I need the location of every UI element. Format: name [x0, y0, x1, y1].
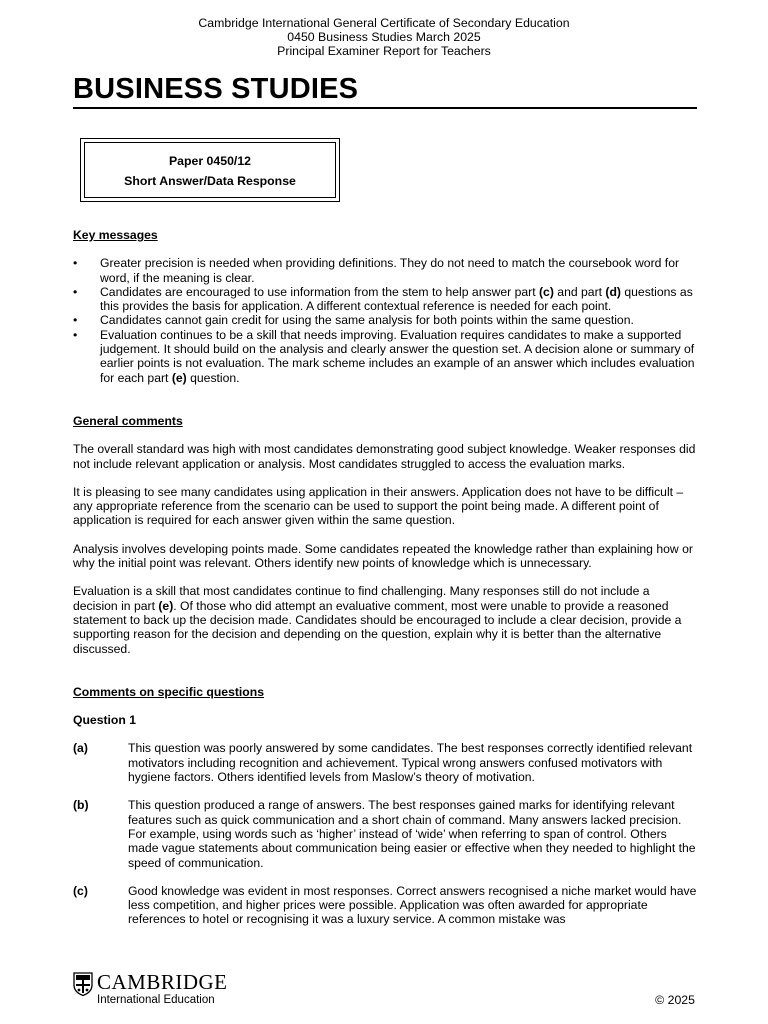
key-messages-list [73, 256, 697, 385]
question-part [73, 884, 697, 927]
title-divider [73, 107, 697, 109]
specific-comments-heading: Comments on specific questions [73, 684, 264, 699]
report-content [73, 228, 697, 927]
part-ref: (d) [605, 284, 621, 299]
list-item [73, 313, 697, 327]
header-line-2: 0450 Business Studies March 2025 [287, 30, 481, 44]
bullet-icon: • [73, 327, 78, 342]
paper-type: Short Answer/Data Response [124, 174, 296, 188]
general-comments-heading: General comments [73, 413, 183, 428]
question-part [73, 741, 697, 784]
bullet-text: Candidates cannot gain credit for using the same analysis for both points within the same question. [100, 313, 634, 328]
question-part-text: This question produced a range of answers. The best responses gained marks for identifying relevant features such as quick communication and a short chain of command. Many answers lacked precision. For example, using words such as ‘higher’ instead of ‘wide’ when referring to span of control. Others made vague statements about communication being easier or effective when they needed to highlight the speed of communication. [128, 798, 696, 870]
question-part [73, 798, 697, 869]
cambridge-logo [73, 972, 233, 1008]
bullet-text: questions as this provides the basis for application. A different contextual reference is needed for each point. [100, 284, 693, 314]
bullet-text: Evaluation continues to be a skill that needs improving. Evaluation requires candidates to make a supported judgement. It should build on the analysis and clearly answer the question set. A decision alone or summary of earlier points is not evaluation. The mark scheme includes an example of an answer which includes evaluation for each part [100, 327, 695, 385]
paper-number: Paper 0450/12 [168, 154, 252, 168]
general-paragraph-4 [73, 584, 697, 655]
list-item [73, 256, 697, 285]
bullet-icon: • [73, 284, 78, 299]
general-paragraph-3: Analysis involves developing points made. Some candidates repeated the knowledge rather than explaining how or why the initial point was relevant. Others identify new points of knowledge which is unnecessary. [73, 541, 693, 571]
general-paragraph-1: The overall standard was high with most candidates demonstrating good subject knowledge. Weaker responses did not include relevant application or analysis. Most candidates struggled to access the evaluation marks. [73, 442, 696, 471]
list-item [73, 285, 697, 314]
part-ref: (c) [539, 284, 554, 299]
question-part-label: (c) [73, 883, 88, 898]
logo-brand-text: CAMBRIDGE [97, 970, 228, 994]
bullet-icon: • [73, 256, 78, 271]
part-ref: (e) [158, 598, 174, 613]
document-header [0, 16, 768, 58]
question-part-text: Good knowledge was evident in most responses. Correct answers recognised a niche market would have less competition, and higher prices were possible. Application was often awarded for appropriate references to hotel or recognising it was a luxury service. A common mistake was [128, 883, 697, 927]
paper-box-inner [84, 142, 336, 198]
list-item [73, 328, 697, 385]
question-part-text: This question was poorly answered by some candidates. The best responses correctly identified relevant motivators including recognition and achievement. Typical wrong answers confused motivators with hygiene factors. Others identified levels from Maslow’s theory of motivation. [128, 741, 693, 785]
question-part-label: (a) [73, 741, 88, 756]
part-ref: (e) [171, 370, 187, 385]
paper-box [80, 138, 340, 202]
general-paragraph-2: It is pleasing to see many candidates using application in their answers. Application does not have to be difficult – any appropriate reference from the scenario can be used to support the point being made. A different point of application is required for each answer given within the same question. [73, 484, 684, 528]
bullet-text: Candidates are encouraged to use information from the stem to help answer part [100, 284, 539, 299]
header-line-3: Principal Examiner Report for Teachers [277, 44, 491, 58]
logo-sub-text: International Education [97, 994, 215, 1006]
question-part-label: (b) [73, 798, 89, 813]
bullet-text: and part [553, 284, 606, 299]
header-line-1: Cambridge International General Certificate of Secondary Education [198, 16, 570, 30]
paragraph-text: . Of those who did attempt an evaluative comment, most were unable to provide a reasoned statement to back up the decision made. Candidates should be encouraged to include a clear decision, provide a supporting reason for the decision and depending on the question, explain why it is better than the alternative discussed. [73, 598, 682, 656]
page-title: BUSINESS STUDIES [73, 73, 359, 105]
paragraph-text: Evaluation is a skill that most candidates continue to find challenging. Many responses still do not include a decision in part [73, 584, 650, 613]
copyright: © 2025 [655, 993, 695, 1007]
bullet-text: question. [186, 370, 240, 385]
bullet-text: Greater precision is needed when providing definitions. They do not need to match the coursebook word for word, if the meaning is clear. [100, 256, 680, 285]
question-1-heading: Question 1 [73, 713, 136, 728]
bullet-icon: • [73, 313, 78, 328]
key-messages-heading: Key messages [73, 228, 158, 242]
cambridge-crest-icon [73, 972, 93, 996]
